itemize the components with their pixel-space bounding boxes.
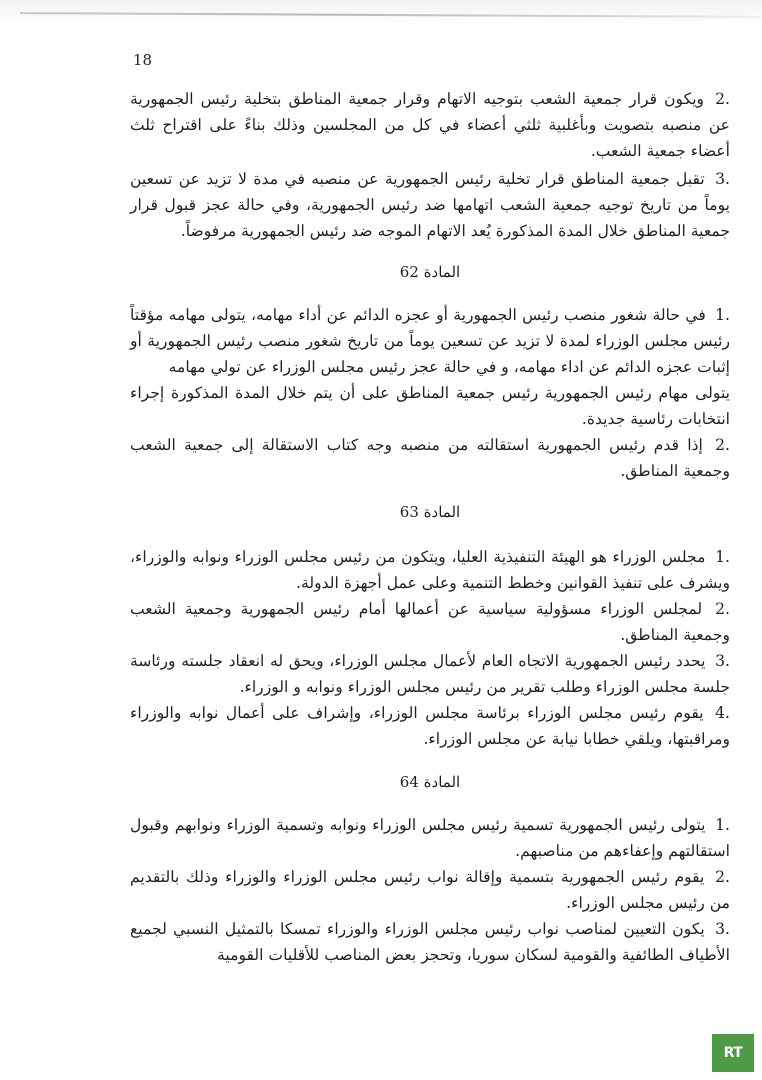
paragraph-text: يحدد رئيس الجمهورية الاتجاه العام لأعمال مجلس الوزراء، ويحق له انعقاد جلسته ورئاسة جلسة مجلس الوزراء وطلب تقرير من رئيس مجلس الوزراء ونوابه و الوزراء. (130, 652, 730, 696)
clause-number: .1 (715, 816, 730, 834)
paragraph-64-3 (130, 916, 730, 968)
paragraph-62-1-cont (130, 380, 730, 432)
document-body (130, 86, 730, 968)
clause-number: .1 (715, 548, 731, 566)
paragraph-text: يتولى مهام رئيس الجمهورية رئيس جمعية المناطق على أن يتم خلال المدة المذكورة إجراء انتخابات رئاسية جديدة. (130, 384, 730, 428)
clause-number: .3 (715, 920, 730, 938)
paragraph-64-2 (130, 864, 730, 916)
paragraph-text: إذا قدم رئيس الجمهورية استقالته من منصبه وجه كتاب الاستقالة إلى جمعية الشعب وجمعية المناطق. (130, 436, 730, 480)
rt-logo-text: RT (723, 1045, 743, 1061)
clause-number: .3 (715, 652, 730, 670)
paragraph-text: ويكون قرار جمعية الشعب بتوجيه الاتهام وقرار جمعية المناطق بتخلية رئيس الجمهورية عن منصبه بتصويت وبأغلبية ثلثي أعضاء في كل من المجلسين وذلك بناءً على اقتراح ثلث أعضاء جمعية الشعب. (130, 90, 730, 160)
clause-number: .2 (715, 868, 730, 886)
clause-number: .1 (715, 306, 730, 324)
paragraph-text: لمجلس الوزراء مسؤولية سياسية عن أعمالها أمام رئيس الجمهورية وجمعية الشعب وجمعية المناطق. (130, 600, 730, 644)
page-number: 18 (133, 51, 153, 69)
paragraph-63-1 (130, 544, 730, 596)
clause-number: .4 (715, 704, 730, 722)
rt-logo (712, 1034, 754, 1072)
paragraph-64-1 (130, 812, 730, 864)
article-heading-64: المادة 64 (399, 773, 461, 791)
paragraph-text: يقوم رئيس الجمهورية بتسمية وإقالة نواب رئيس مجلس الوزراء والوزراء وذلك بالتقديم من رئيس مجلس الوزراء. (130, 868, 730, 912)
paragraph-text: يقوم رئيس مجلس الوزراء برئاسة مجلس الوزراء، وإشراف على أعمال نوابه والوزراء ومراقبتها، ويلقي خطابا نيابة عن مجلس الوزراء. (130, 704, 730, 748)
paragraph-text: تقبل جمعية المناطق قرار تخلية رئيس الجمهورية عن منصبه في مدة لا تزيد عن تسعين يوماً من تاريخ توجيه جمعية الشعب اتهامها ضد رئيس الجمهورية، وفي حالة عجز قبول قرار جمعية المناطق خلال المدة المذكورة يُعد الاتهام الموجه ضد رئيس الجمهورية مرفوضاً. (130, 170, 730, 240)
clause-number: .3 (715, 170, 730, 188)
article-heading-62: المادة 62 (399, 263, 461, 281)
clause-number: .2 (715, 436, 730, 454)
paragraph-text: يتولى رئيس الجمهورية تسمية رئيس مجلس الوزراء ونوابه وتسمية الوزراء ونوابهم وقبول استقالتهم وإعفاءهم من مناصبهم. (130, 816, 730, 860)
paragraph-text: يكون التعيين لمناصب نواب رئيس مجلس الوزراء والوزراء تمسكا بالتمثيل النسبي لجميع الأطياف الطائفية والقومية لسكان سوريا، وتحجز بعض المناصب للأقليات القومية (130, 920, 730, 964)
paragraph-63-3 (130, 648, 730, 700)
paragraph-61-3 (130, 166, 730, 244)
paragraph-63-4 (130, 700, 730, 752)
article-heading-63: المادة 63 (399, 503, 461, 521)
clause-number: .2 (715, 600, 730, 618)
paragraph-61-2 (130, 86, 730, 164)
paragraph-62-2 (130, 432, 730, 484)
clause-number: .2 (715, 90, 730, 108)
paragraph-63-2 (130, 596, 730, 648)
paragraph-text: في حالة شغور منصب رئيس الجمهورية أو عجزه الدائم عن أداء مهامه، يتولى مهامه مؤقتاً رئيس مجلس الوزراء لمدة لا تزيد عن تسعين يوماً من تاريخ شغور منصب رئيس الجمهورية أو إثبات عجزه الدائم عن اداء مهامه، و في حالة عجز رئيس مجلس الوزراء عن تولي مهامه (130, 306, 730, 376)
paragraph-text: مجلس الوزراء هو الهيئة التنفيذية العليا، ويتكون من رئيس مجلس الوزراء ونوابه والوزراء، ويشرف على تنفيذ القوانين وخطط التنمية وعلى عمل أجهزة الدولة. (130, 548, 730, 592)
paragraph-62-1 (130, 302, 730, 380)
